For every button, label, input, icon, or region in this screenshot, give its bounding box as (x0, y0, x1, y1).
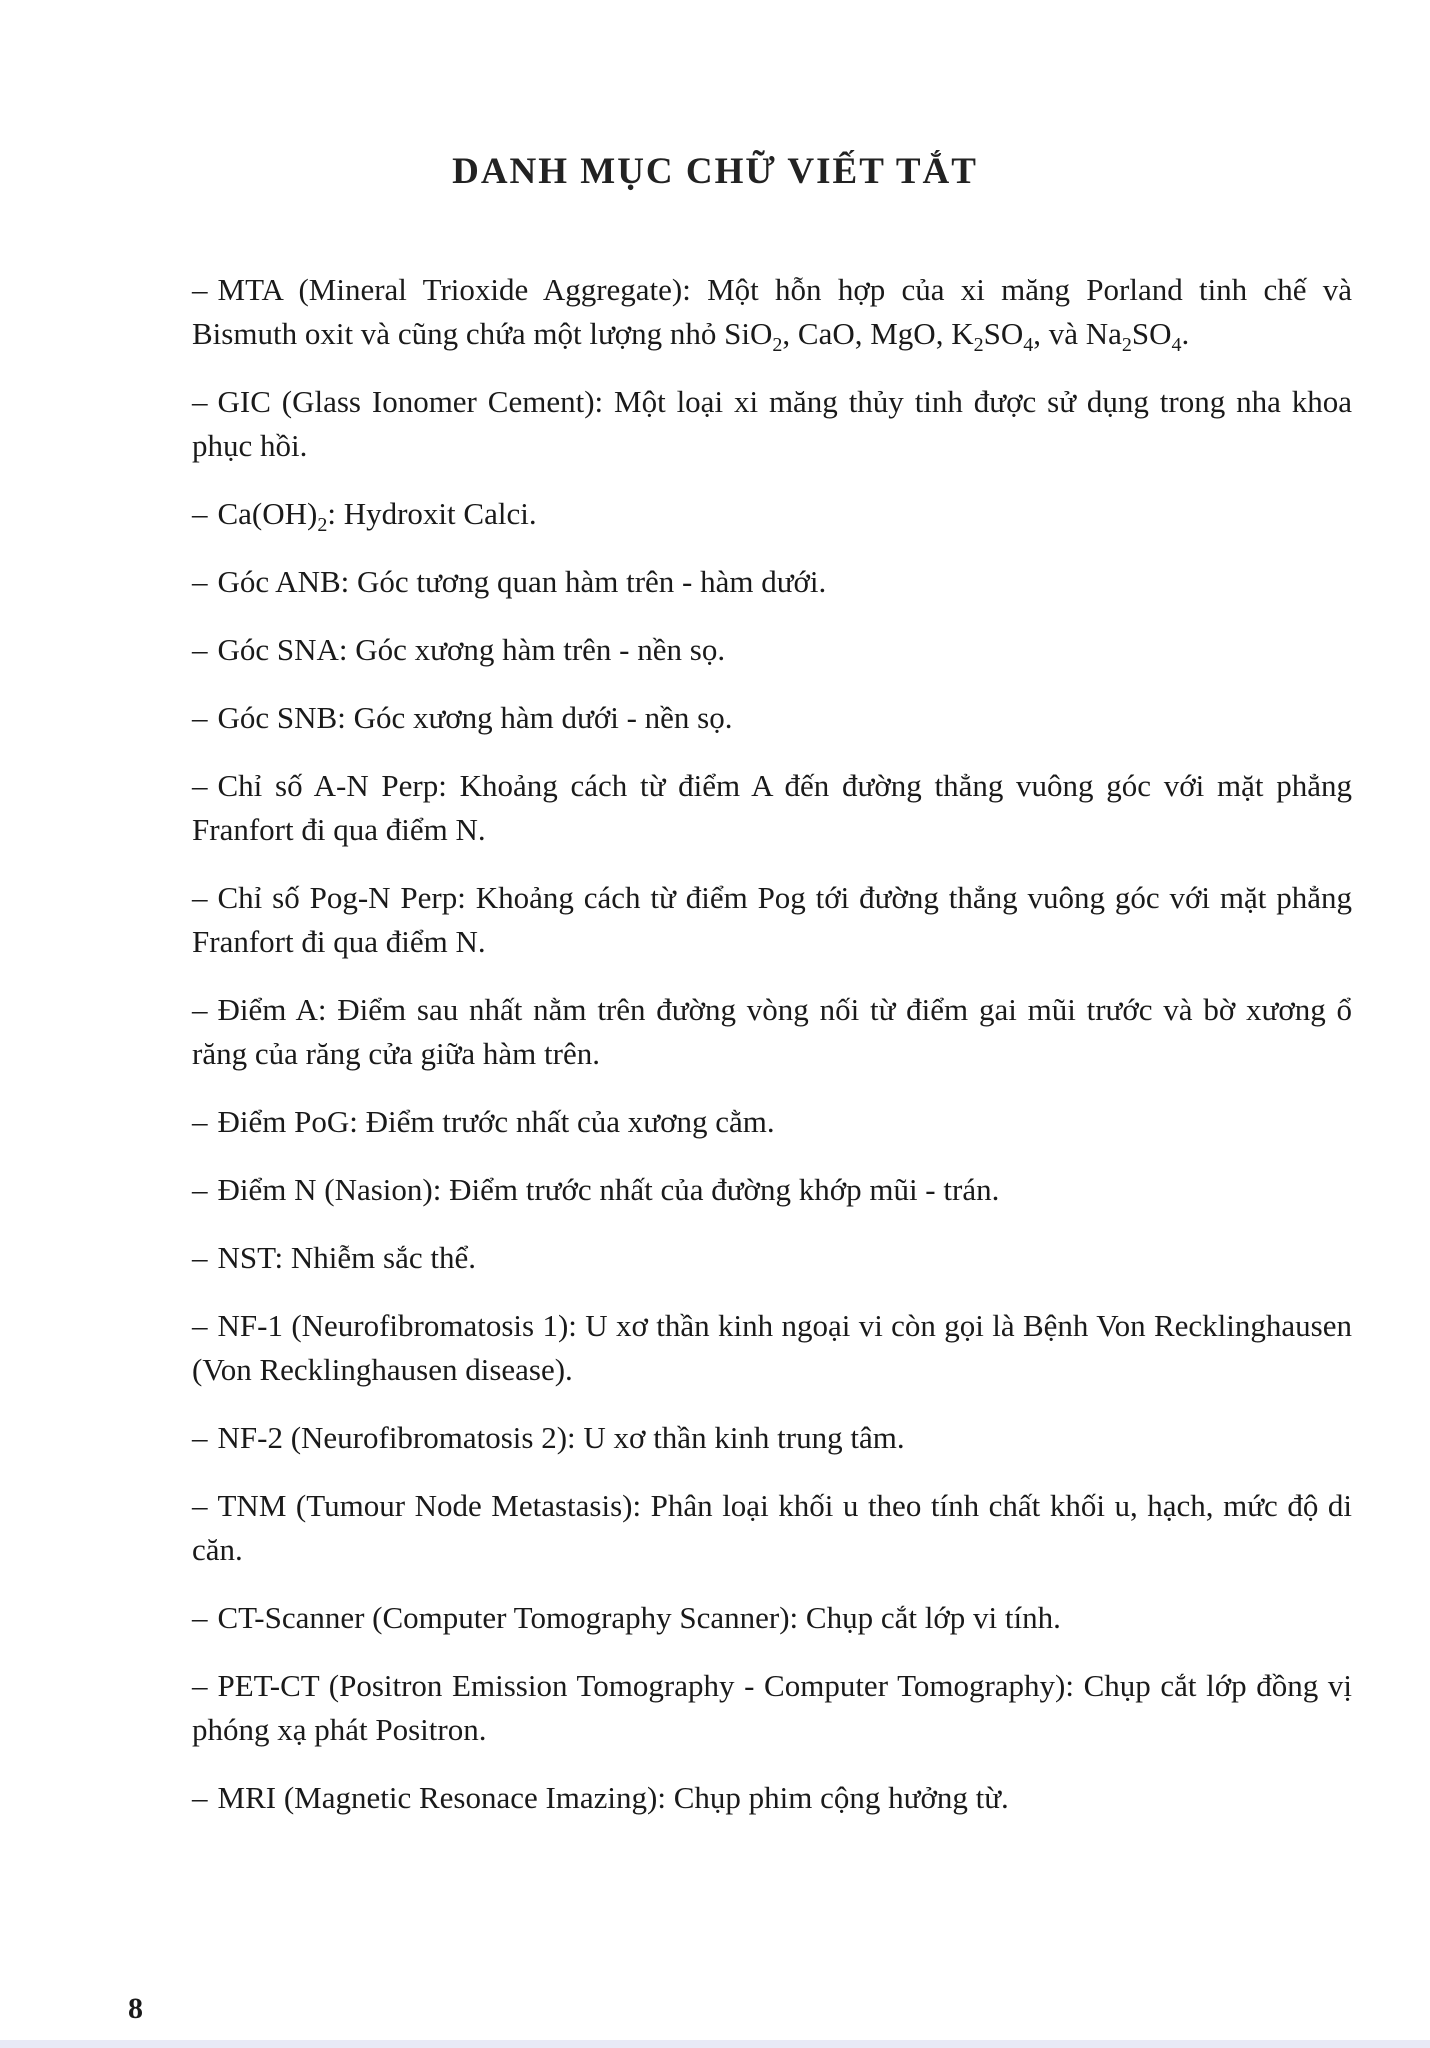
dash-bullet: – (192, 496, 208, 531)
dash-bullet: – (192, 1668, 208, 1703)
dash-bullet: – (192, 1488, 208, 1523)
list-item: – Điểm N (Nasion): Điểm trước nhất của đường khớp mũi - trán. (192, 1172, 1000, 1207)
list-item: – GIC (Glass Ionomer Cement): Một loại xi măng thủy tinh được sử dụng trong nha khoa phục hồi. (192, 384, 1352, 463)
list-item: – Điểm PoG: Điểm trước nhất của xương cằm. (192, 1104, 775, 1139)
list-item: – Góc ANB: Góc tương quan hàm trên - hàm dưới. (192, 564, 827, 599)
list-item: – PET-CT (Positron Emission Tomography - Computer Tomography): Chụp cắt lớp đồng vị phóng xạ phát Positron. (192, 1668, 1352, 1747)
list-item: – CT-Scanner (Computer Tomography Scanner): Chụp cắt lớp vi tính. (192, 1600, 1061, 1635)
dash-bullet: – (192, 1600, 208, 1635)
dash-bullet: – (192, 632, 208, 667)
list-item: – Góc SNA: Góc xương hàm trên - nền sọ. (192, 632, 726, 667)
list-item: – MRI (Magnetic Resonace Imazing): Chụp phim cộng hưởng từ. (192, 1780, 1009, 1815)
list-item: – Chỉ số Pog-N Perp: Khoảng cách từ điểm Pog tới đường thẳng vuông góc với mặt phẳng Franfort đi qua điểm N. (192, 880, 1352, 959)
dash-bullet: – (192, 384, 208, 419)
dash-bullet: – (192, 272, 208, 307)
list-item: – TNM (Tumour Node Metastasis): Phân loại khối u theo tính chất khối u, hạch, mức độ di căn. (192, 1488, 1352, 1567)
dash-bullet: – (192, 1104, 208, 1139)
list-item: – MTA (Mineral Trioxide Aggregate): Một hỗn hợp của xi măng Porland tinh chế và Bismuth oxit và cũng chứa một lượng nhỏ SiO$_2$, CaO, MgO, $K_2SO_4$, và $Na_2SO_4$. (192, 272, 1352, 357)
dash-bullet: – (192, 700, 208, 735)
list-item: – NST: Nhiễm sắc thể. (192, 1240, 476, 1275)
list-item: – NF-2 (Neurofibromatosis 2): U xơ thần kinh trung tâm. (192, 1420, 905, 1455)
list-item: – $Ca(OH)_2$: Hydroxit Calci. (192, 496, 537, 537)
list-item: – NF-1 (Neurofibromatosis 1): U xơ thần kinh ngoại vi còn gọi là Bệnh Von Recklinghausen (Von Recklinghausen disease). (192, 1308, 1352, 1387)
page-title: DANH MỤC CHỮ VIẾT TẮT (452, 151, 978, 192)
dash-bullet: – (192, 1172, 208, 1207)
dash-bullet: – (192, 1780, 208, 1815)
dash-bullet: – (192, 564, 208, 599)
list-item: – Điểm A: Điểm sau nhất nằm trên đường vòng nối từ điểm gai mũi trước và bờ xương ổ răng của răng cửa giữa hàm trên. (192, 992, 1352, 1071)
dash-bullet: – (192, 1240, 208, 1275)
page-number: 8 (128, 1992, 143, 2025)
dash-bullet: – (192, 768, 208, 803)
dash-bullet: – (192, 880, 208, 915)
scan-edge (0, 2040, 1430, 2048)
dash-bullet: – (192, 1420, 208, 1455)
list-item: – Góc SNB: Góc xương hàm dưới - nền sọ. (192, 700, 733, 735)
list-item: – Chỉ số A-N Perp: Khoảng cách từ điểm A đến đường thẳng vuông góc với mặt phẳng Franfort đi qua điểm N. (192, 768, 1352, 847)
abbreviation-list (112, 268, 1352, 1844)
dash-bullet: – (192, 992, 208, 1027)
dash-bullet: – (192, 1308, 208, 1343)
